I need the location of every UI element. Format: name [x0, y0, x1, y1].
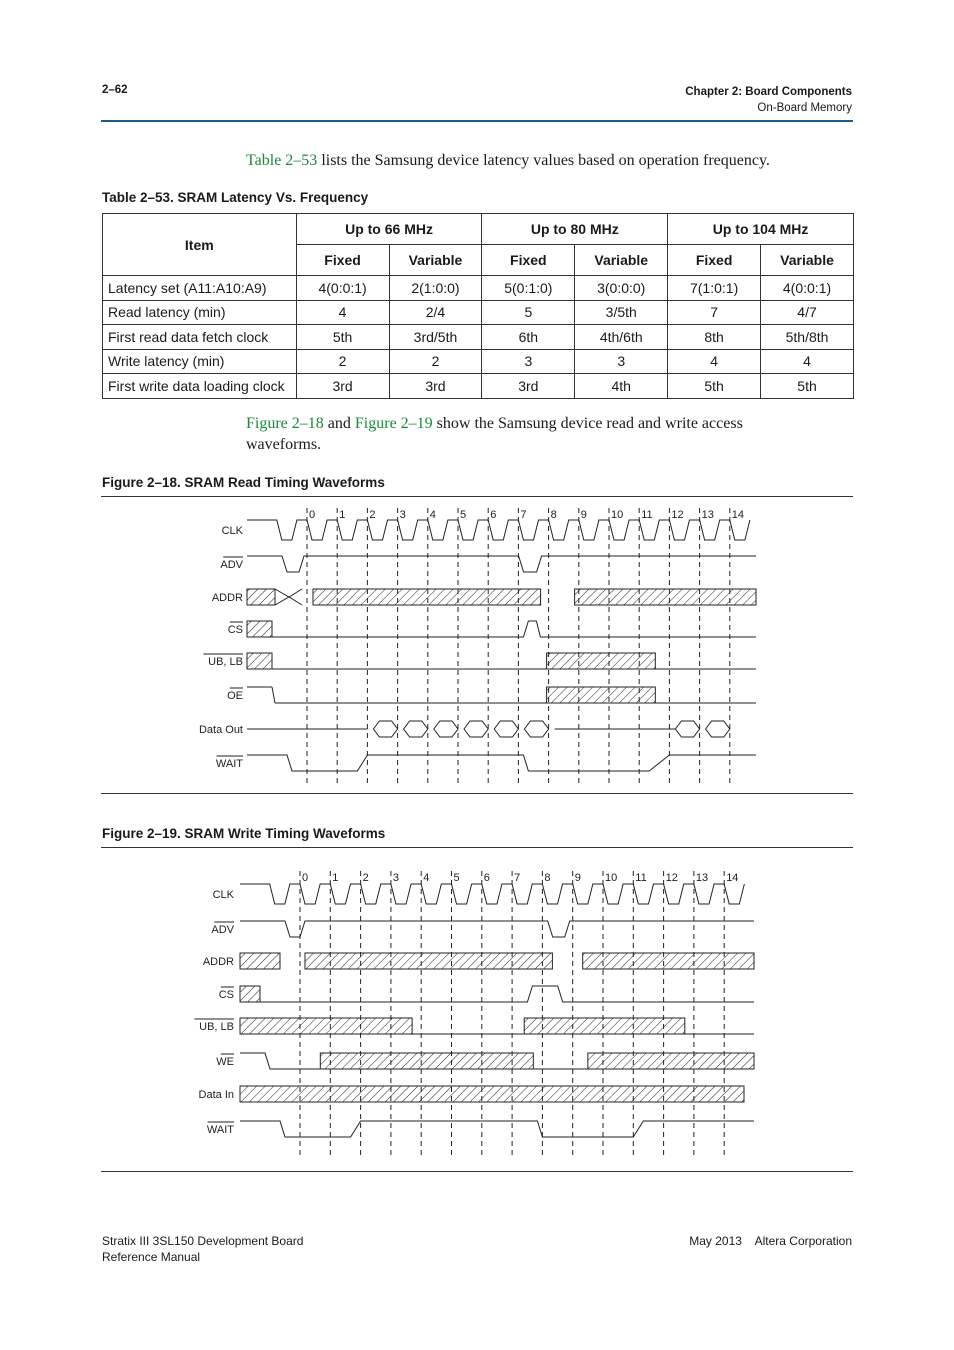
dout-cell [675, 721, 699, 737]
footer-right: May 2013 Altera Corporation [689, 1234, 852, 1248]
addr-bus [575, 589, 756, 605]
subheader: Variable [575, 245, 668, 276]
group-header: Up to 104 MHz [668, 214, 854, 245]
addr-bus [247, 589, 275, 605]
chapter-title: Chapter 2: Board Components [685, 86, 852, 98]
addr-transition [275, 589, 302, 605]
signal-label: CLK [212, 889, 234, 901]
table-row: Read latency (min) 4 2/4 5 3/5th 7 4/7 [103, 300, 854, 325]
addr-bus [583, 953, 754, 969]
ublb-bus [240, 1018, 412, 1034]
cycle-label: 2 [362, 872, 369, 884]
figure-bottom-rule [101, 793, 853, 794]
cycle-label: 9 [574, 872, 581, 884]
running-header [685, 84, 852, 116]
signal-label: WE [216, 1056, 234, 1068]
wait-waveform [240, 1121, 754, 1137]
cycle-label: 9 [580, 509, 587, 521]
cycle-label: 10 [611, 509, 624, 521]
figure-bottom-rule [101, 1171, 853, 1172]
ublb-bus [547, 653, 656, 669]
cycle-label: 3 [392, 872, 400, 884]
cycle-label: 14 [731, 509, 745, 521]
clk-waveform [240, 884, 744, 904]
section-title: On-Board Memory [757, 102, 852, 114]
signal-label: OE [227, 690, 243, 702]
cycle-label: 8 [550, 509, 557, 521]
cycle-label: 6 [490, 509, 497, 521]
table-link[interactable]: Table 2–53 [246, 152, 318, 169]
we-bus [320, 1053, 533, 1069]
cycle-label: 14 [726, 872, 739, 884]
latency-table [102, 213, 854, 399]
footer-left [102, 1233, 303, 1265]
signal-label: ADV [220, 559, 243, 571]
cycle-label: 6 [483, 872, 490, 884]
signal-label: ADDR [211, 592, 243, 604]
intro-paragraph: Table 2–53 lists the Samsung device latency values based on operation frequency. [246, 152, 770, 169]
cycle-label: 11 [635, 872, 647, 884]
signal-label: ADDR [202, 956, 234, 968]
signal-label: WAIT [206, 1124, 234, 1136]
signal-label: UB, LB [199, 1021, 234, 1033]
subheader: Fixed [296, 245, 389, 276]
table-row: Latency set (A11:A10:A9) 4(0:0:1) 2(1:0:0) 5(0:1:0) 3(0:0:0) 7(1:0:1) 4(0:0:1) [103, 276, 854, 301]
addr-bus [305, 953, 552, 969]
cycle-label: 5 [453, 872, 460, 884]
din-bus [240, 1086, 744, 1102]
signal-label: CS [218, 989, 234, 1001]
table-caption: Table 2–53. SRAM Latency Vs. Frequency [102, 190, 369, 205]
clk-waveform [247, 520, 750, 540]
cs-waveform [260, 986, 754, 1002]
cycle-label: 11 [641, 509, 653, 521]
dout-cell [404, 721, 428, 737]
addr-bus [240, 953, 280, 969]
cycle-label: 1 [332, 872, 339, 884]
signal-label: WAIT [215, 758, 243, 770]
write-timing-diagram [160, 860, 800, 1160]
subheader: Variable [761, 245, 854, 276]
item-header: Item [103, 214, 297, 276]
footer-title: Stratix III 3SL150 Development Board [102, 1234, 304, 1248]
page-number: 2–62 [102, 84, 128, 96]
subheader: Variable [389, 245, 482, 276]
we-waveform [240, 1053, 320, 1069]
cycle-label: 7 [520, 509, 527, 521]
cycle-label: 1 [339, 509, 346, 521]
figure-19-caption: Figure 2–19. SRAM Write Timing Waveforms [102, 826, 386, 841]
signal-label: CS [227, 624, 243, 636]
cycle-label: 0 [302, 872, 309, 884]
cs-waveform [272, 621, 756, 637]
subheader: Fixed [668, 245, 761, 276]
figures-paragraph: Figure 2–18 and Figure 2–19 show the Samsung device read and write access waveforms. [246, 415, 743, 453]
figure-19-link[interactable]: Figure 2–19 [354, 415, 433, 432]
cycle-label: 8 [544, 872, 551, 884]
cycle-label: 0 [309, 509, 316, 521]
signal-label: Data Out [198, 724, 243, 736]
subheader: Fixed [482, 245, 575, 276]
cycle-label: 12 [671, 509, 684, 521]
figure-18-caption: Figure 2–18. SRAM Read Timing Waveforms [102, 475, 385, 490]
signal-label: Data In [198, 1089, 234, 1101]
dout-cell [706, 721, 730, 737]
dout-cell [464, 721, 488, 737]
cycle-label: 4 [423, 872, 430, 884]
cs-hatch [247, 621, 272, 637]
cycle-label: 2 [369, 509, 376, 521]
figure-top-rule [101, 496, 853, 497]
read-timing-diagram [160, 500, 800, 790]
dout-cell [524, 721, 548, 737]
group-header: Up to 80 MHz [482, 214, 668, 245]
oe-bus [547, 687, 656, 703]
table-row: First read data fetch clock 5th 3rd/5th 6th 4th/6th 8th 5th/8th [103, 325, 854, 350]
cycle-label: 12 [665, 872, 678, 884]
cs-hatch [240, 986, 260, 1002]
dout-cell [494, 721, 518, 737]
wait-waveform [247, 755, 756, 771]
cycle-label: 13 [701, 509, 714, 521]
cycle-label: 5 [460, 509, 467, 521]
we-bus [588, 1053, 754, 1069]
cycle-label: 10 [605, 872, 618, 884]
footer-subtitle: Reference Manual [102, 1250, 201, 1264]
ublb-bus [524, 1018, 685, 1034]
signal-label: ADV [211, 924, 234, 936]
signal-label: CLK [221, 525, 243, 537]
table-row: First write data loading clock 3rd 3rd 3rd 4th 5th 5th [103, 374, 854, 399]
oe-line [272, 687, 275, 703]
group-header: Up to 66 MHz [296, 214, 482, 245]
header-rule [101, 120, 853, 122]
cycle-label: 7 [514, 872, 521, 884]
adv-waveform [247, 556, 756, 572]
signal-label: UB, LB [208, 656, 243, 668]
cycle-label: 4 [429, 509, 436, 521]
figure-top-rule [101, 847, 853, 848]
cycle-label: 13 [695, 872, 709, 884]
addr-bus [313, 589, 541, 605]
table-row: Write latency (min) 2 2 3 3 4 4 [103, 349, 854, 374]
cycle-label: 3 [399, 509, 406, 521]
dout-cell [373, 721, 397, 737]
dout-cell [434, 721, 458, 737]
ublb-hatch [247, 653, 272, 669]
adv-waveform [240, 921, 754, 937]
figure-18-link[interactable]: Figure 2–18 [246, 415, 324, 432]
